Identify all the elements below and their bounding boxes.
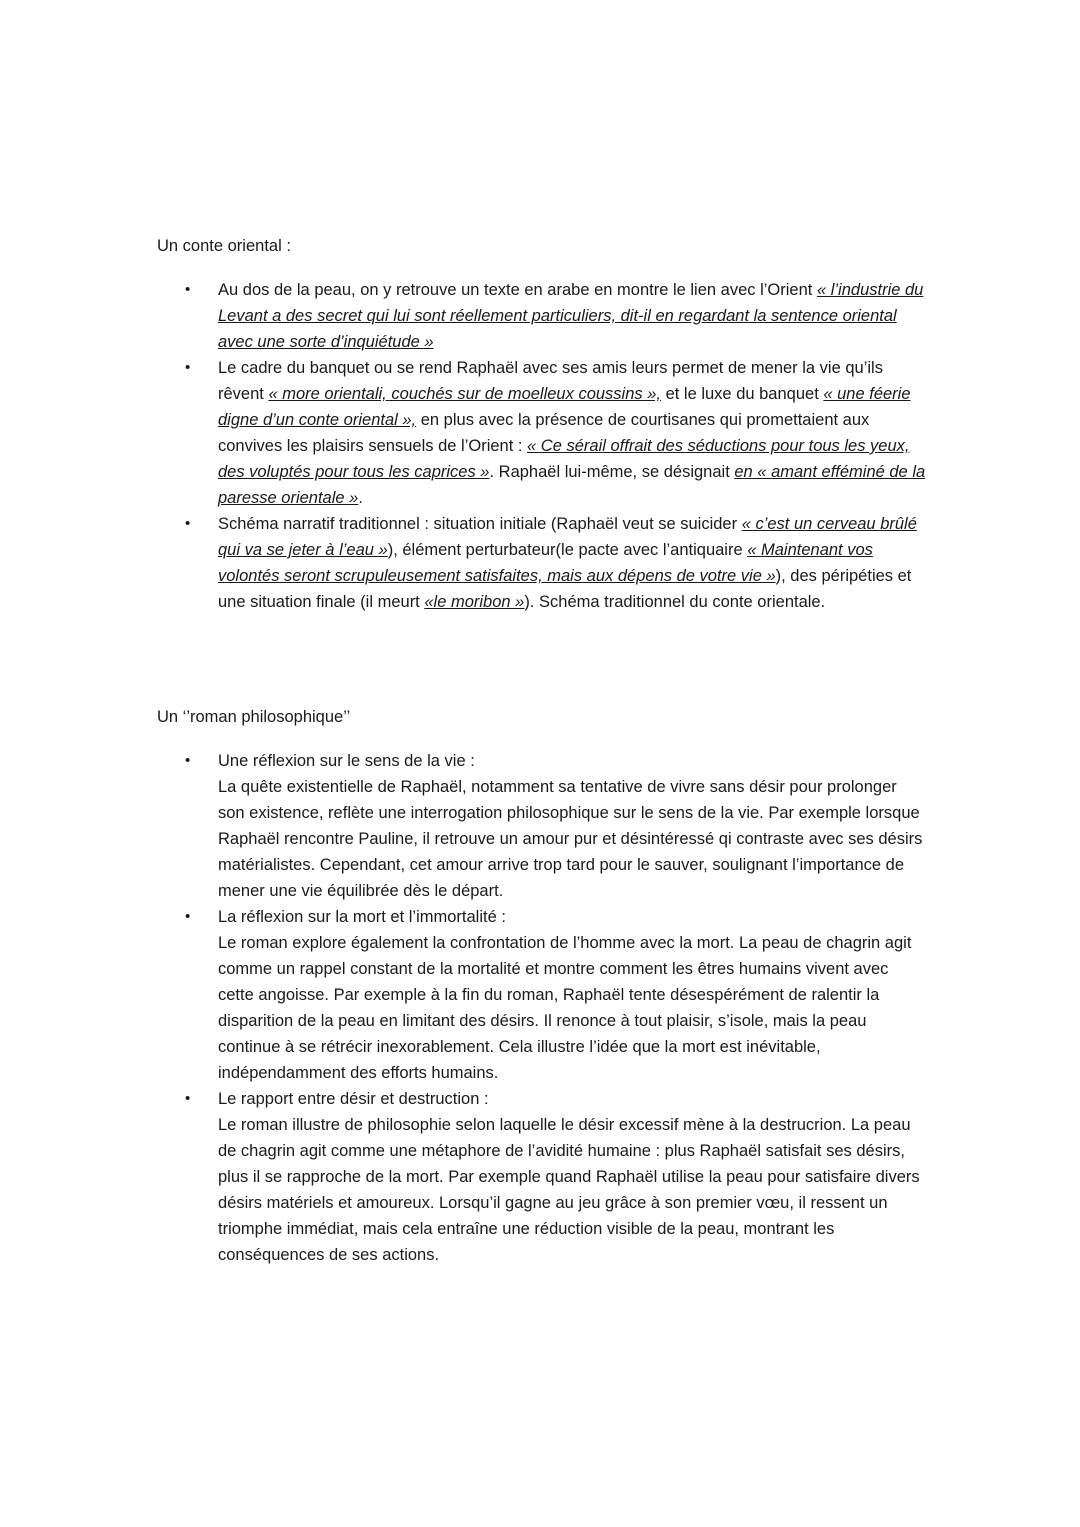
roman-philosophique-list	[157, 748, 927, 1268]
bullet-icon: •	[185, 908, 191, 925]
bullet-icon: •	[185, 359, 191, 376]
section-title-conte-oriental: Un conte oriental :	[157, 237, 291, 255]
list-item	[157, 748, 927, 904]
list-item	[157, 355, 927, 511]
list-item-heading: Le rapport entre désir et destruction :	[218, 1090, 489, 1108]
plain-text: Au dos de la peau, on y retrouve un texte en arabe en montre le lien avec l’Orient	[218, 281, 817, 299]
list-item-text	[218, 281, 923, 351]
conte-oriental-list	[157, 277, 927, 615]
quote-text: en « amant efféminé de la paresse orientale »	[218, 463, 926, 507]
plain-text: ), élément perturbateur(le pacte avec l’antiquaire	[387, 541, 748, 559]
plain-text: en plus avec la présence de courtisanes qui promettaient aux convives les plaisirs sensuels de l’Orient :	[218, 411, 870, 455]
plain-text: Le cadre du banquet ou se rend Raphaël avec ses amis leurs permet de mener la vie qu’ils rêvent	[218, 359, 883, 403]
list-item	[157, 904, 927, 1086]
quote-text: «le moribon »	[424, 593, 525, 611]
plain-text: .	[358, 489, 363, 507]
bullet-icon: •	[185, 515, 191, 532]
bullet-icon: •	[185, 281, 191, 298]
list-item-body: Le roman illustre de philosophie selon laquelle le désir excessif mène à la destrucrion. La peau de chagrin agit comme une métaphore de l’avidité humaine : plus Raphaël satisfait ses désirs, plus il se rapproche de la mort. Par exemple quand Raphaël utilise la peau pour satisfaire divers désirs matériels et amoureux. Lorsqu’il gagne au jeu grâce à son premier vœu, il ressent un triomphe immédiat, mais cela entraîne une réduction visible de la peau, montrant les conséquences de ses actions.	[218, 1116, 920, 1264]
plain-text: ), des péripéties et une situation finale (il meurt	[218, 567, 912, 611]
quote-text: « c’est un cerveau brûlé qui va se jeter à l’eau »	[218, 515, 917, 559]
list-item-body: La quête existentielle de Raphaël, notamment sa tentative de vivre sans désir pour prolonger son existence, reflète une interrogation philosophique sur le sens de la vie. Par exemple lorsque Raphaël rencontre Pauline, il retrouve un amour pur et désintéressé qi contraste avec ses désirs matérialistes. Cependant, cet amour arrive trop tard pour le sauver, soulignant l’importance de mener une vie équilibrée dès le départ.	[218, 778, 923, 900]
list-item-heading: La réflexion sur la mort et l’immortalité :	[218, 908, 506, 926]
list-item	[157, 1086, 927, 1268]
quote-text: « une féerie digne d’un conte oriental »,	[218, 385, 911, 429]
quote-text: « l’industrie du Levant a des secret qui lui sont réellement particuliers, dit-il en regardant la sentence oriental avec une sorte d’inquiétude »	[218, 281, 924, 351]
quote-text: « more orientali, couchés sur de moelleux coussins »,	[268, 385, 661, 403]
plain-text: Schéma narratif traditionnel : situation initiale (Raphaël veut se suicider	[218, 515, 742, 533]
plain-text: . Raphaël lui-même, se désignait	[489, 463, 735, 481]
quote-text: « Ce sérail offrait des séductions pour tous les yeux, des voluptés pour tous les caprices »	[218, 437, 910, 481]
list-item-heading: Une réflexion sur le sens de la vie :	[218, 752, 475, 770]
list-item-text	[218, 515, 917, 611]
section-title-roman-philosophique: Un ‘’roman philosophique’’	[157, 708, 351, 726]
quote-text: « Maintenant vos volontés seront scrupuleusement satisfaites, mais aux dépens de votre vie »	[218, 541, 873, 585]
list-item	[157, 277, 927, 355]
bullet-icon: •	[185, 752, 191, 769]
plain-text: ). Schéma traditionnel du conte orientale.	[524, 593, 826, 611]
plain-text: et le luxe du banquet	[660, 385, 824, 403]
list-item	[157, 511, 927, 615]
list-item-text	[218, 359, 925, 507]
bullet-icon: •	[185, 1090, 191, 1107]
list-item-body: Le roman explore également la confrontation de l’homme avec la mort. La peau de chagrin agit comme un rappel constant de la mortalité et montre comment les êtres humains vivent avec cette angoisse. Par exemple à la fin du roman, Raphaël tente désespérément de ralentir la disparition de la peau en limitant des désirs. Il renonce à tout plaisir, s’isole, mais la peau continue à se rétrécir inexorablement. Cela illustre l’idée que la mort est inévitable, indépendamment des efforts humains.	[218, 934, 912, 1082]
